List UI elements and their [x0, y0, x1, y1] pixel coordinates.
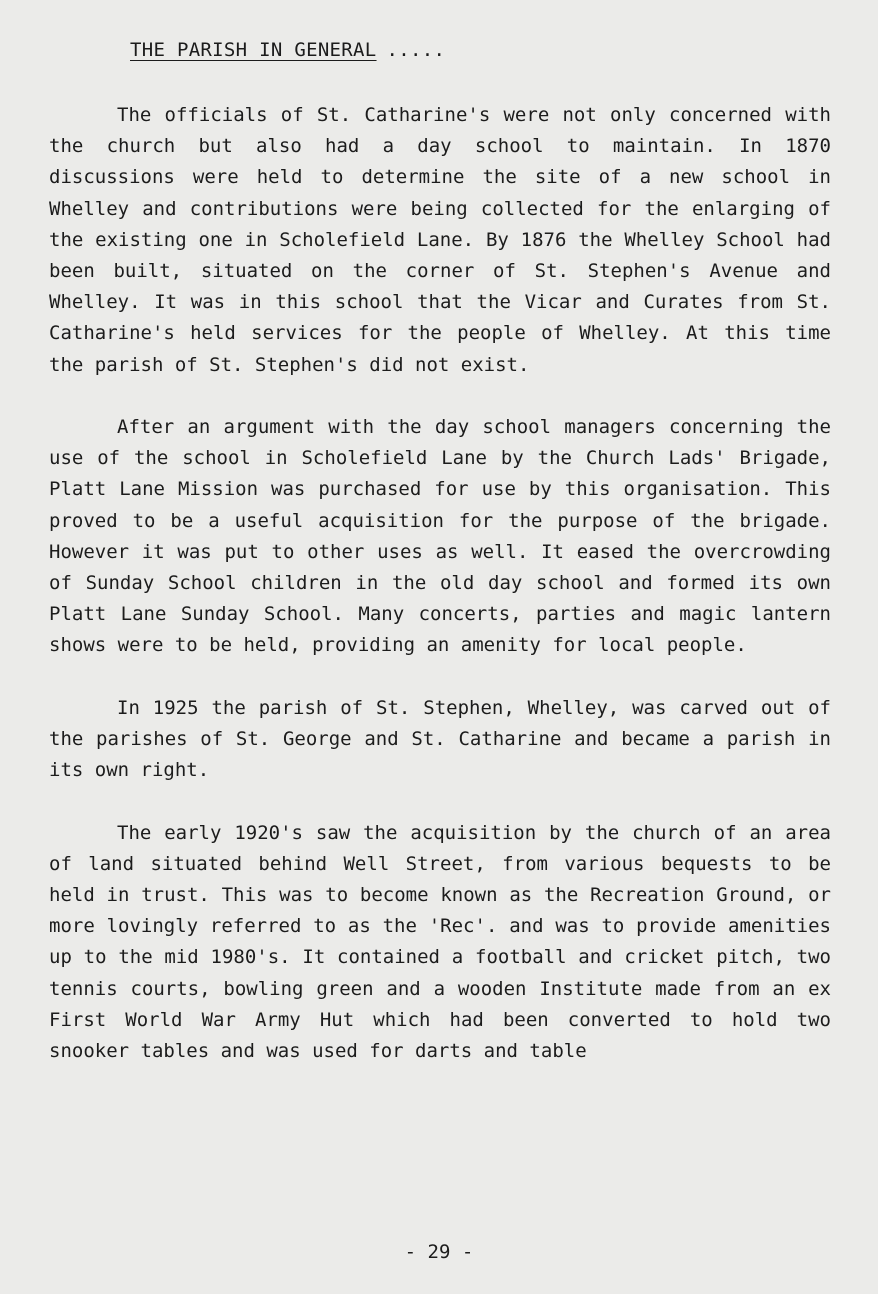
paragraph-school-history: The officials of St. Catharine's were not only concerned with the church but also had a day school to maintain. In 1870 discussions were held to determine the site of a new school in Whelley and contributions were being collected for the enlarging of the existing one in Scholefield Lane. By 1876 the Whelley School had been built, situated on the corner of St. Stephen's Avenue and Whelley. It was in this school that the Vicar and Curates from St. Catharine's held services for the people of Whelley. At this time the parish of St. Stephen's did not exist. [49, 104, 831, 376]
paragraph-recreation-ground: The early 1920's saw the acquisition by the church of an area of land situated behind Well Street, from various bequests to be held in trust. This was to become known as the Recreation Ground, or more lovingly referred to as the 'Rec'. and was to provide amenities up to the mid 1980's. It contained a football and cricket pitch, two tennis courts, bowling green and a wooden Institute made from an ex First World War Army Hut which had been converted to hold two snooker tables and was used for darts and table [49, 821, 831, 1063]
section-heading [130, 38, 445, 62]
section-title-ellipsis: ..... [386, 39, 446, 61]
paragraph-st-stephen-parish: In 1925 the parish of St. Stephen, Whelley, was carved out of the parishes of St. George and St. Catharine and became a parish in its own right. [49, 696, 831, 782]
section-title: THE PARISH IN GENERAL [130, 39, 377, 61]
paragraph-platt-lane-mission: After an argument with the day school managers concerning the use of the school in Scholefield Lane by the Church Lads' Brigade, Platt Lane Mission was purchased for use by this organisation. This proved to be a useful acquisition for the purpose of the brigade. However it was put to other uses as well. It eased the overcrowding of Sunday School children in the old day school and formed its own Platt Lane Sunday School. Many concerts, parties and magic lantern shows were to be held, providing an amenity for local people. [49, 416, 831, 657]
body-text [49, 100, 831, 1098]
page-number: - 29 - [404, 1241, 474, 1263]
